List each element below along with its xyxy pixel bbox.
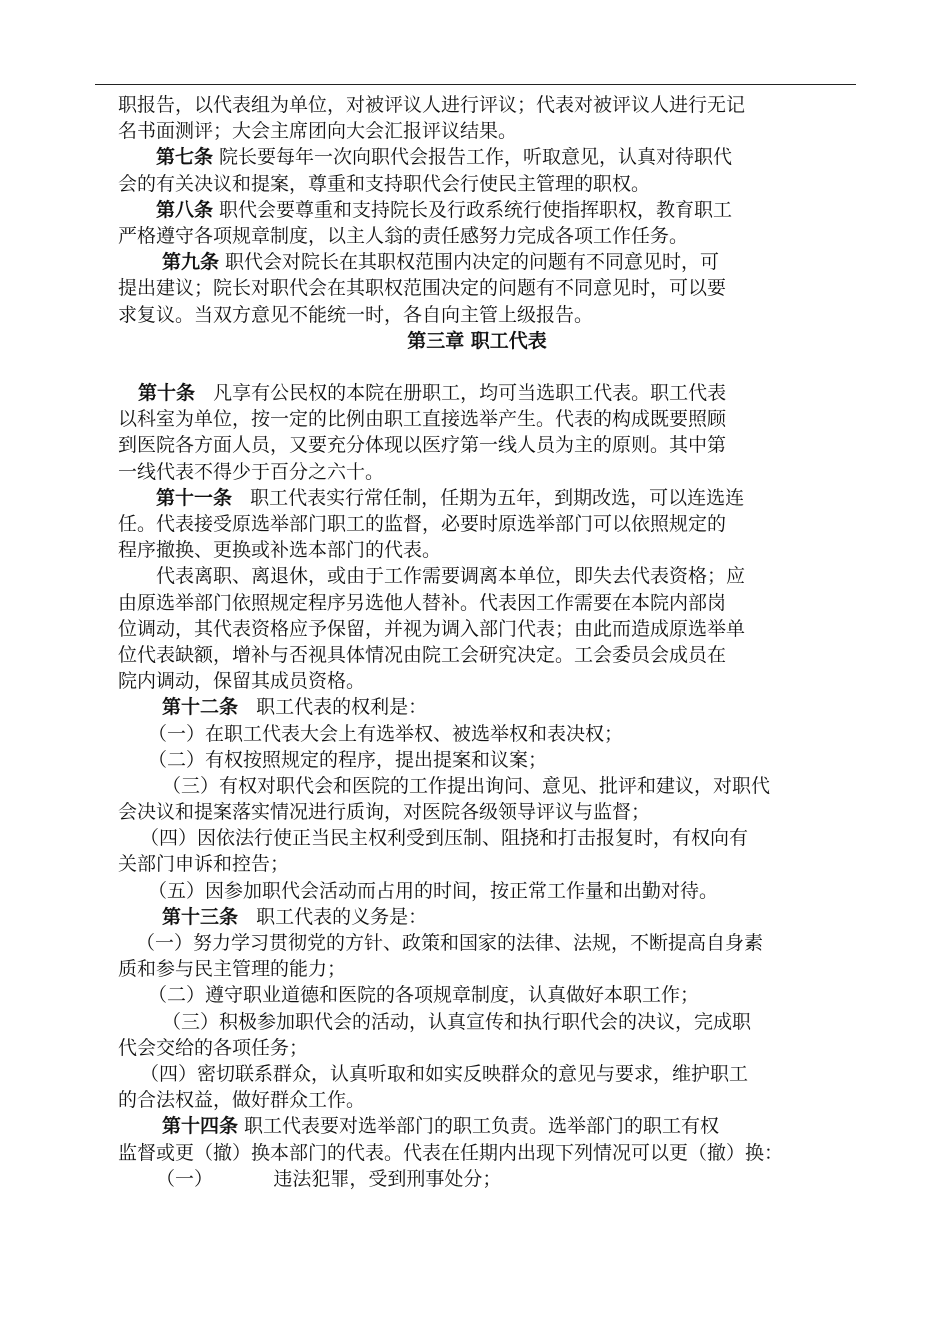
text-line	[118, 1061, 836, 1087]
line-text: 关部门申诉和控告；	[118, 853, 290, 876]
line-text: 职工代表要对选举部门的职工负责。选举部门的职工有权	[238, 1115, 720, 1138]
line-text: 职报告，以代表组为单位，对被评议人进行评议；代表对被评议人进行无记	[118, 94, 746, 116]
line-text: （四）因依法行使正当民主权利受到压制、阻挠和打击报复时，有权向有	[140, 827, 749, 850]
text-line	[118, 878, 836, 904]
line-text: 以科室为单位，按一定的比例由职工直接选举产生。代表的构成既要照顾	[118, 408, 727, 431]
text-line	[118, 1166, 836, 1192]
text-line	[118, 406, 836, 432]
text-line	[118, 432, 836, 458]
line-text: （一）努力学习贯彻党的方针、政策和国家的法律、法规，不断提高自身素	[136, 932, 764, 954]
line-text: （五）因参加职代会活动而占用的时间，按正常工作量和出勤对待。	[148, 879, 719, 902]
line-text: 严格遵守各项规章制度，以主人翁的责任感努力完成各项工作任务。	[118, 224, 689, 247]
article-number: 第十三条	[162, 905, 239, 928]
line-text: 监督或更（撤）换本部门的代表。代表在任期内出现下列情况可以更（撤）换：	[118, 1141, 784, 1164]
text-line	[118, 118, 836, 144]
blank-line	[118, 354, 836, 380]
text-line	[118, 249, 836, 275]
article-number: 第八条	[156, 198, 214, 221]
line-text: 会的有关决议和提案，尊重和支持职代会行使民主管理的职权。	[118, 172, 651, 195]
text-line	[118, 590, 836, 616]
text-line	[118, 1140, 836, 1166]
text-line	[118, 668, 836, 694]
article-number: 第九条	[162, 251, 220, 274]
line-text: 任。代表接受原选举部门职工的监督，必要时原选举部门可以依照规定的	[118, 513, 727, 535]
line-text: 由原选举部门依照规定程序另选他人替补。代表因工作需要在本院内部岗	[118, 591, 727, 614]
text-line	[118, 930, 836, 956]
text-line	[118, 982, 836, 1008]
header-rule	[95, 84, 856, 85]
line-text: 位调动，其代表资格应予保留，并视为调入部门代表；由此而造成原选举单	[118, 617, 746, 640]
line-text: 名书面测评；大会主席团向大会汇报评议结果。	[118, 120, 518, 143]
line-text: （一）在职工代表大会上有选举权、被选举权和表决权；	[148, 722, 624, 745]
line-text: 程序撤换、更换或补选本部门的代表。	[118, 539, 442, 562]
text-line	[118, 485, 836, 511]
text-line	[118, 825, 836, 851]
text-line	[118, 1009, 836, 1035]
line-text: （一） 违法犯罪，受到刑事处分；	[156, 1167, 502, 1190]
line-text: 质和参与民主管理的能力；	[118, 958, 347, 981]
text-line	[118, 197, 836, 223]
text-line	[118, 511, 836, 537]
line-text: 凡享有公民权的本院在册职工，均可当选职工代表。职工代表	[195, 382, 727, 405]
text-line	[118, 302, 836, 328]
text-line	[118, 563, 836, 589]
line-text: 会决议和提案落实情况进行质询，对医院各级领导评议与监督；	[118, 801, 651, 824]
line-text: 求复议。当双方意见不能统一时，各自向主管上级报告。	[118, 303, 594, 326]
line-text: 职代会要尊重和支持院长及行政系统行使指挥职权，教育职工	[213, 198, 733, 221]
line-text: （四）密切联系群众，认真听取和如实反映群众的意见与要求，维护职工	[140, 1062, 749, 1085]
chapter-heading: 第三章 职工代表	[407, 329, 547, 352]
article-number: 第十二条	[162, 696, 239, 719]
text-line	[118, 92, 836, 118]
text-line	[118, 721, 836, 747]
line-text: 的合法权益，做好群众工作。	[118, 1089, 366, 1112]
line-text: 职代会对院长在其职权范围内决定的问题有不同意见时，可	[219, 251, 720, 274]
line-text: 职工代表的义务是：	[238, 905, 428, 928]
line-text: 职工代表的权利是：	[238, 696, 428, 719]
line-text: 位代表缺额，增补与否视具体情况由院工会研究决定。工会委员会成员在	[118, 643, 727, 666]
article-number: 第七条	[156, 146, 214, 169]
article-number: 第十一条	[156, 486, 233, 509]
text-line	[118, 642, 836, 668]
text-line	[118, 1113, 836, 1139]
line-text: 代会交给的各项任务；	[118, 1036, 309, 1059]
text-line	[118, 773, 836, 799]
line-text: （三）积极参加职代会的活动，认真宣传和执行职代会的决议，完成职	[162, 1010, 752, 1033]
text-line	[118, 747, 836, 773]
line-text: （三）有权对职代会和医院的工作提出询问、意见、批评和建议，对职代	[162, 774, 771, 797]
line-text: （二）遵守职业道德和医院的各项规章制度，认真做好本职工作；	[148, 984, 700, 1007]
text-line	[118, 956, 836, 982]
text-line	[118, 537, 836, 563]
text-line	[118, 904, 836, 930]
text-line	[118, 616, 836, 642]
text-line	[118, 1035, 836, 1061]
document-body	[118, 92, 836, 1192]
article-number: 第十四条	[162, 1115, 239, 1138]
article-number: 第十条	[138, 382, 196, 405]
text-line	[118, 275, 836, 301]
text-line	[118, 459, 836, 485]
text-line	[118, 799, 836, 825]
text-line	[118, 851, 836, 877]
text-line	[118, 223, 836, 249]
text-line	[118, 1087, 836, 1113]
text-line	[118, 694, 836, 720]
line-text: 院内调动，保留其成员资格。	[118, 670, 366, 693]
line-text: 提出建议；院长对职代会在其职权范围决定的问题有不同意见时，可以要	[118, 277, 727, 300]
text-line	[118, 380, 836, 406]
line-text: 职工代表实行常任制，任期为五年，到期改选，可以连选连	[232, 486, 745, 509]
line-text: 到医院各方面人员，又要充分体现以医疗第一线人员为主的原则。其中第	[118, 434, 727, 457]
text-line	[118, 144, 836, 170]
line-text: （二）有权按照规定的程序，提出提案和议案；	[148, 748, 548, 771]
text-line	[118, 171, 836, 197]
line-text: 院长要每年一次向职代会报告工作，听取意见，认真对待职代	[213, 146, 733, 169]
line-text: 一线代表不得少于百分之六十。	[118, 460, 385, 483]
line-text: 代表离职、离退休，或由于工作需要调离本单位，即失去代表资格；应	[156, 565, 746, 588]
